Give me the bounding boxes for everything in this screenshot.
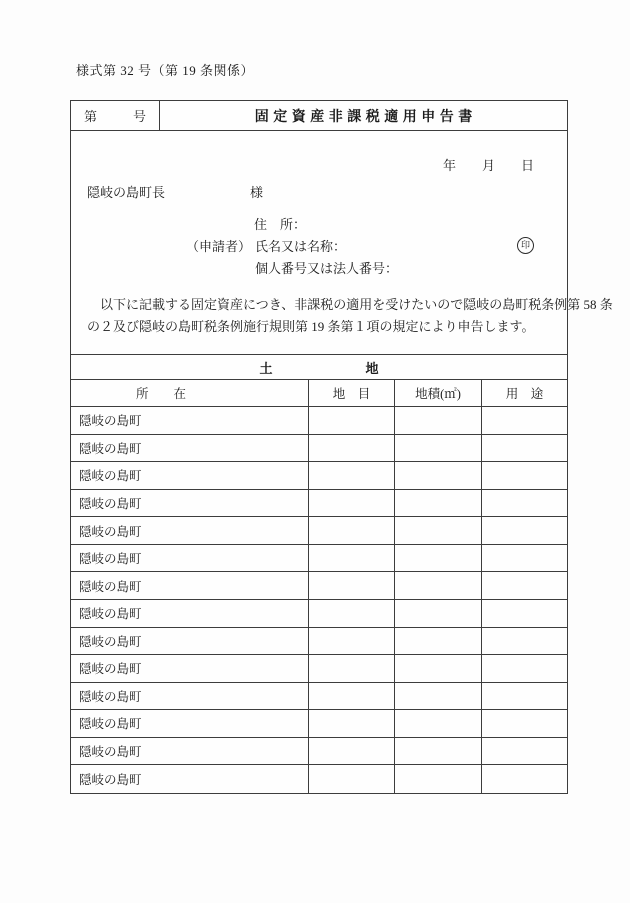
use-cell (482, 572, 567, 599)
land-table-row (71, 572, 567, 600)
number-prefix-label: 第 (84, 109, 98, 124)
land-table-header (71, 380, 567, 407)
area-cell (395, 462, 482, 489)
location-cell: 隠岐の島町 (71, 517, 309, 544)
name-label: 氏名又は名称： (255, 239, 347, 254)
area-cell (395, 710, 482, 737)
land-table-body (71, 407, 567, 793)
location-cell: 隠岐の島町 (71, 600, 309, 627)
location-cell: 隠岐の島町 (71, 655, 309, 682)
declaration-text (87, 294, 613, 338)
land-title-char-right: 地 (365, 360, 379, 376)
area-cell (395, 407, 482, 434)
area-cell (395, 545, 482, 572)
number-suffix-label: 号 (132, 109, 146, 124)
use-cell (482, 545, 567, 572)
location-cell: 隠岐の島町 (71, 765, 309, 793)
use-cell (482, 435, 567, 462)
address-label: 住 所： (254, 217, 307, 232)
use-cell (482, 490, 567, 517)
location-cell: 隠岐の島町 (71, 407, 309, 434)
seal-icon (517, 237, 534, 254)
land-table-row (71, 545, 567, 573)
area-cell (395, 655, 482, 682)
location-cell: 隠岐の島町 (71, 572, 309, 599)
declaration-line-1: 以下に記載する固定資産につき、非課税の適用を受けたいので隠岐の島町税条例第 58 条 (100, 297, 613, 312)
use-cell (482, 738, 567, 765)
category-cell (309, 683, 395, 710)
form-title: 固定資産非課税適用申告書 (254, 109, 477, 125)
use-cell (482, 710, 567, 737)
location-cell: 隠岐の島町 (71, 545, 309, 572)
category-cell (309, 435, 395, 462)
location-cell: 隠岐の島町 (71, 710, 309, 737)
land-table-row (71, 765, 567, 793)
id-number-label: 個人番号又は法人番号： (255, 261, 399, 276)
addressee-label: 隠岐の島町長 (87, 185, 166, 200)
category-cell (309, 738, 395, 765)
use-cell (482, 628, 567, 655)
category-cell (309, 600, 395, 627)
title-row (71, 101, 567, 131)
category-cell (309, 462, 395, 489)
area-cell (395, 517, 482, 544)
land-table-row (71, 490, 567, 518)
use-cell (482, 517, 567, 544)
applicant-section (71, 131, 613, 355)
land-table-row (71, 683, 567, 711)
category-cell (309, 572, 395, 599)
land-table-row (71, 710, 567, 738)
seal-character: 印 (520, 240, 530, 250)
category-cell (309, 517, 395, 544)
location-cell: 隠岐の島町 (71, 490, 309, 517)
category-cell (309, 407, 395, 434)
column-header-category: 地 目 (309, 380, 395, 406)
area-cell (395, 490, 482, 517)
area-cell (395, 572, 482, 599)
location-cell: 隠岐の島町 (71, 683, 309, 710)
location-cell: 隠岐の島町 (71, 435, 309, 462)
applicant-label: （申請者） (186, 239, 252, 254)
category-cell (309, 490, 395, 517)
column-header-use: 用 途 (505, 387, 544, 401)
honorific-label: 様 (250, 185, 264, 200)
use-cell (482, 683, 567, 710)
use-cell (482, 765, 567, 793)
application-form-table (70, 100, 613, 794)
area-cell (395, 600, 482, 627)
land-table-row (71, 407, 567, 435)
land-table-row (71, 600, 567, 628)
category-cell (309, 545, 395, 572)
land-table-row (71, 738, 567, 766)
area-cell (395, 765, 482, 793)
land-table-row (71, 628, 567, 656)
land-table-row (71, 435, 567, 463)
location-cell: 隠岐の島町 (71, 738, 309, 765)
location-cell: 隠岐の島町 (71, 462, 309, 489)
use-cell (482, 655, 567, 682)
land-table-row (71, 517, 567, 545)
category-cell (309, 628, 395, 655)
area-cell (395, 628, 482, 655)
category-cell (309, 655, 395, 682)
declaration-line-2: の２及び隠岐の島町税条例施行規則第 19 条第１項の規定により申告します。 (87, 319, 535, 334)
use-cell (482, 600, 567, 627)
category-cell (309, 710, 395, 737)
date-line: 年 月 日 (442, 158, 534, 173)
area-cell (395, 738, 482, 765)
column-header-location: 所 在 (71, 380, 309, 406)
land-table-row (71, 462, 567, 490)
use-cell (482, 462, 567, 489)
land-title-char-left: 土 (259, 360, 273, 376)
column-header-area: 地積(㎡) (395, 380, 482, 406)
land-table-row (71, 655, 567, 683)
location-cell: 隠岐の島町 (71, 628, 309, 655)
use-cell (482, 407, 567, 434)
area-cell (395, 683, 482, 710)
document-number-cell (71, 101, 160, 130)
land-section-title (71, 355, 567, 380)
area-cell (395, 435, 482, 462)
form-number-label: 様式第 32 号（第 19 条関係） (76, 63, 255, 78)
category-cell (309, 765, 395, 793)
